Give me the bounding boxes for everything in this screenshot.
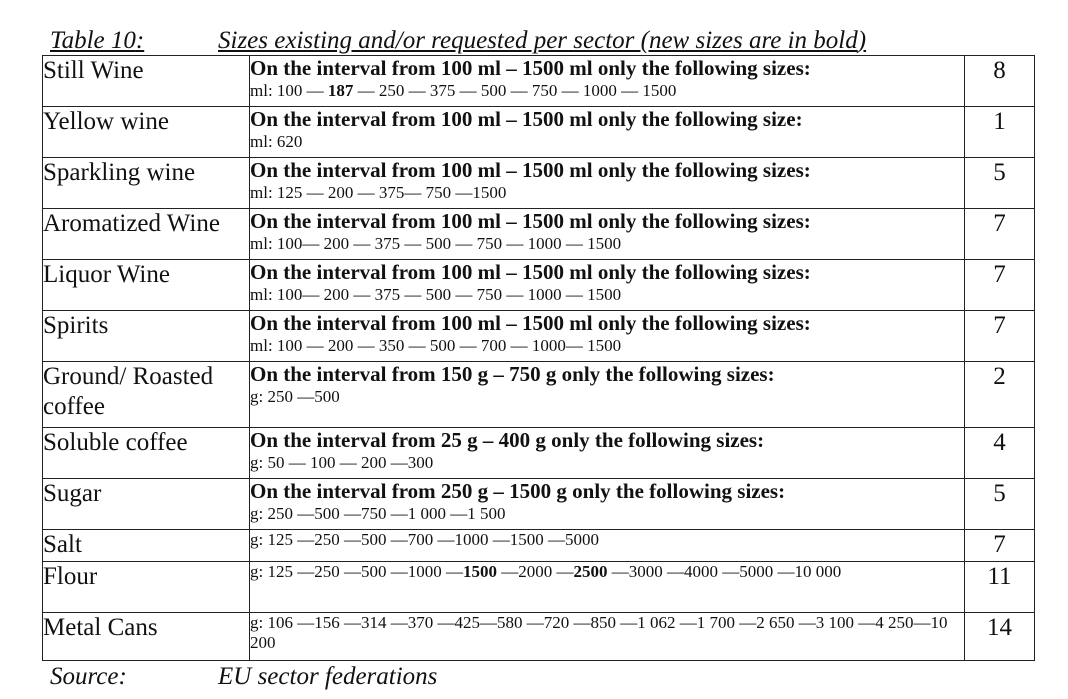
size-values-text: ml: 620 xyxy=(250,132,303,151)
size-values-text: —3000 —4000 —5000 —10 000 xyxy=(607,562,842,581)
sector-cell: Salt xyxy=(43,530,250,562)
interval-text: On the interval from 100 ml – 1500 ml only the following sizes: xyxy=(250,158,811,182)
sizes-list xyxy=(250,183,964,203)
sizes-list xyxy=(250,387,964,407)
sector-cell: Yellow wine xyxy=(43,107,250,158)
size-values-text: — 250 — 375 — 500 — 750 — 1000 — 1500 xyxy=(353,81,677,100)
new-size-value: 187 xyxy=(327,81,354,100)
sector-cell: Ground/ Roasted coffee xyxy=(43,362,250,428)
size-count-cell: 7 xyxy=(965,311,1035,362)
size-count-cell: 5 xyxy=(965,479,1035,530)
sizes-table xyxy=(42,55,1035,661)
table-row xyxy=(43,311,1035,362)
sizes-cell xyxy=(250,613,965,661)
size-values-text: ml: 100— 200 — 375 — 500 — 750 — 1000 — 1500 xyxy=(250,234,622,253)
sizes-cell xyxy=(250,107,965,158)
table-row xyxy=(43,613,1035,661)
sizes-list xyxy=(250,562,964,582)
sector-cell: Spirits xyxy=(43,311,250,362)
size-values-text: ml: 125 — 200 — 375— 750 —1500 xyxy=(250,183,507,202)
size-count-cell: 11 xyxy=(965,562,1035,613)
size-values-text: ml: 100 — xyxy=(250,81,328,100)
table-row xyxy=(43,260,1035,311)
interval-text: On the interval from 100 ml – 1500 ml only the following sizes: xyxy=(250,311,811,335)
size-count-cell: 7 xyxy=(965,530,1035,562)
sizes-cell xyxy=(250,56,965,107)
sector-cell: Soluble coffee xyxy=(43,428,250,479)
table-row xyxy=(43,362,1035,428)
sizes-cell xyxy=(250,530,965,562)
source-value: EU sector federations xyxy=(218,663,438,690)
interval-text: On the interval from 100 ml – 1500 ml only the following sizes: xyxy=(250,260,811,284)
table-row xyxy=(43,428,1035,479)
table-row xyxy=(43,209,1035,260)
interval-text: On the interval from 100 ml – 1500 ml only the following sizes: xyxy=(250,209,811,233)
sizes-list xyxy=(250,453,964,473)
sizes-cell xyxy=(250,479,965,530)
table-row xyxy=(43,56,1035,107)
sector-cell: Still Wine xyxy=(43,56,250,107)
size-count-cell: 7 xyxy=(965,209,1035,260)
table-source xyxy=(50,662,850,692)
sizes-cell xyxy=(250,362,965,428)
sector-cell: Metal Cans xyxy=(43,613,250,661)
size-values-text: g: 50 — 100 — 200 —300 xyxy=(250,453,434,472)
interval-text: On the interval from 25 g – 400 g only the following sizes: xyxy=(250,428,765,452)
sizes-list xyxy=(250,81,964,101)
interval-text: On the interval from 100 ml – 1500 ml only the following size: xyxy=(250,107,803,131)
table-caption xyxy=(50,26,1050,56)
sizes-list xyxy=(250,132,964,152)
table-row xyxy=(43,530,1035,562)
sizes-cell xyxy=(250,562,965,613)
sector-cell: Sparkling wine xyxy=(43,158,250,209)
interval-text: On the interval from 150 g – 750 g only the following sizes: xyxy=(250,362,775,386)
sizes-cell xyxy=(250,428,965,479)
size-values-text: g: 106 —156 —314 —370 —425—580 —720 —850 —1 062 —1 700 —2 650 —3 100 —4 250—10 200 xyxy=(250,613,948,652)
table-row xyxy=(43,107,1035,158)
size-values-text: ml: 100— 200 — 375 — 500 — 750 — 1000 — 1500 xyxy=(250,285,622,304)
size-count-cell: 8 xyxy=(965,56,1035,107)
sector-cell: Sugar xyxy=(43,479,250,530)
sizes-cell xyxy=(250,260,965,311)
sizes-list xyxy=(250,504,964,524)
table-title: Sizes existing and/or requested per sector (new sizes are in bold) xyxy=(218,27,867,54)
size-values-text: —2000 — xyxy=(496,562,574,581)
sizes-list xyxy=(250,285,964,305)
sizes-list xyxy=(250,613,964,653)
size-count-cell: 2 xyxy=(965,362,1035,428)
table-row xyxy=(43,479,1035,530)
sizes-list xyxy=(250,234,964,254)
table-number: Table 10: xyxy=(50,27,145,54)
table-row xyxy=(43,562,1035,613)
sector-cell: Flour xyxy=(43,562,250,613)
new-size-value: 2500 xyxy=(573,562,608,581)
size-values-text: ml: 100 — 200 — 350 — 500 — 700 — 1000— 1500 xyxy=(250,336,622,355)
sizes-cell xyxy=(250,311,965,362)
size-count-cell: 14 xyxy=(965,613,1035,661)
size-values-text: g: 250 —500 xyxy=(250,387,340,406)
size-count-cell: 1 xyxy=(965,107,1035,158)
sector-cell: Aromatized Wine xyxy=(43,209,250,260)
size-values-text: g: 125 —250 —500 —700 —1000 —1500 —5000 xyxy=(250,530,599,549)
interval-text: On the interval from 100 ml – 1500 ml only the following sizes: xyxy=(250,56,811,80)
size-count-cell: 7 xyxy=(965,260,1035,311)
table-row xyxy=(43,158,1035,209)
sizes-list xyxy=(250,336,964,356)
size-count-cell: 4 xyxy=(965,428,1035,479)
size-values-text: g: 250 —500 —750 —1 000 —1 500 xyxy=(250,504,506,523)
sizes-cell xyxy=(250,158,965,209)
new-size-value: 1500 xyxy=(462,562,497,581)
interval-text: On the interval from 250 g – 1500 g only the following sizes: xyxy=(250,479,786,503)
sizes-list xyxy=(250,530,964,550)
sector-cell: Liquor Wine xyxy=(43,260,250,311)
size-values-text: g: 125 —250 —500 —1000 — xyxy=(250,562,463,581)
source-label: Source: xyxy=(50,663,127,690)
size-count-cell: 5 xyxy=(965,158,1035,209)
sizes-cell xyxy=(250,209,965,260)
